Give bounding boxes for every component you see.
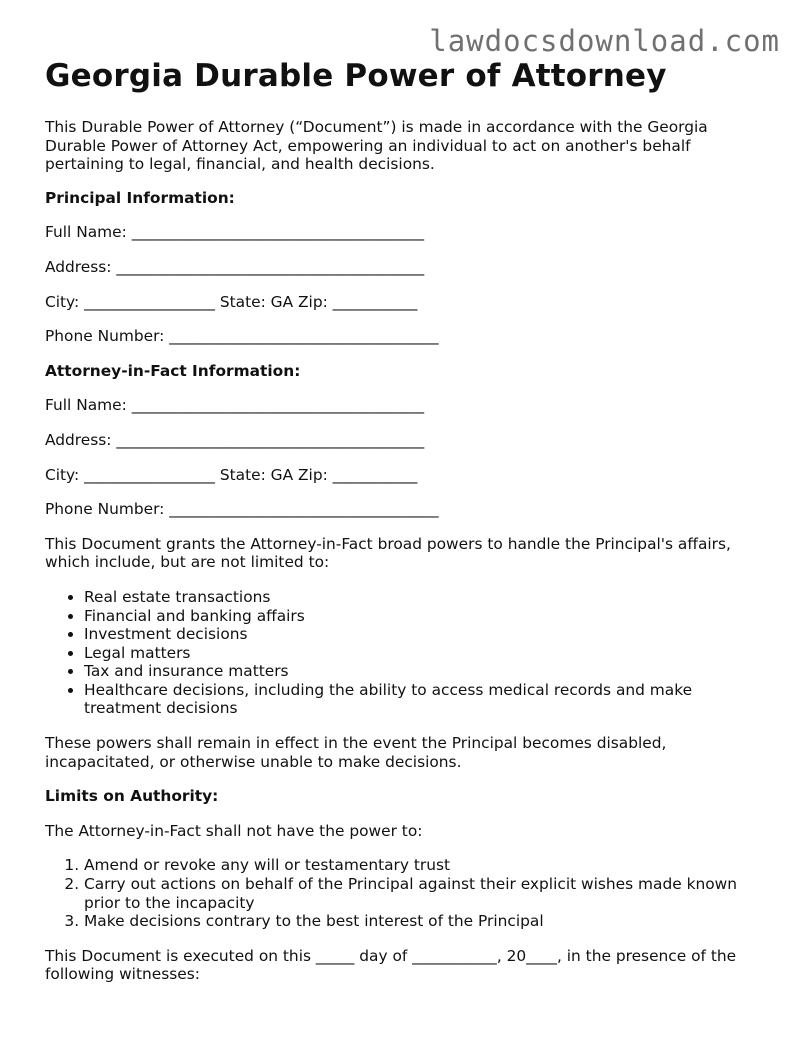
principal-address-field[interactable]: Address: ________________________________________: [45, 257, 425, 276]
attorney-city-state-zip-field[interactable]: City: _________________ State: GA Zip: ___________: [45, 465, 418, 484]
powers-list: [45, 588, 765, 718]
list-item: • Legal matters: [84, 644, 765, 663]
durability-paragraph: These powers shall remain in effect in the event the Principal becomes disabled, incapacitated, or otherwise unable to make decisions.: [45, 734, 667, 771]
attorney-heading: Attorney-in-Fact Information:: [45, 361, 301, 380]
list-item: • Healthcare decisions, including the ability to access medical records and make treatment decisions: [84, 681, 765, 718]
watermark-text: lawdocsdownload.com: [429, 24, 780, 58]
list-item: 2. Carry out actions on behalf of the Principal against their explicit wishes made known prior to the incapacity: [84, 875, 765, 912]
limits-list: [45, 856, 765, 930]
attorney-phone-field[interactable]: Phone Number: ___________________________________: [45, 500, 439, 519]
document-body: [45, 56, 765, 1000]
principal-phone-field[interactable]: Phone Number: ___________________________________: [45, 327, 439, 346]
list-item: • Tax and insurance matters: [84, 662, 765, 681]
principal-city-state-zip-field[interactable]: City: _________________ State: GA Zip: ___________: [45, 292, 418, 311]
attorney-address-field[interactable]: Address: ________________________________________: [45, 430, 425, 449]
list-item: • Real estate transactions: [84, 588, 765, 607]
powers-intro-paragraph: This Document grants the Attorney-in-Fact broad powers to handle the Principal's affairs, which include, but are not limited to:: [45, 534, 731, 572]
intro-paragraph: This Durable Power of Attorney (“Document”) is made in accordance with the Georgia Durable Power of Attorney Act, empowering an individual to act on another's behalf pertaining to legal, financial, and health decisions.: [45, 118, 708, 174]
attorney-full-name-field[interactable]: Full Name: ______________________________________: [45, 396, 425, 415]
list-item: • Investment decisions: [84, 625, 765, 644]
principal-full-name-field[interactable]: Full Name: ______________________________________: [45, 223, 425, 242]
list-item: • Financial and banking affairs: [84, 607, 765, 626]
execution-paragraph[interactable]: This Document is executed on this _____ day of ___________, 20____, in the presence of the following witnesses:: [45, 946, 737, 984]
limits-heading: Limits on Authority:: [45, 787, 219, 806]
principal-heading: Principal Information:: [45, 188, 235, 207]
limits-intro-paragraph: The Attorney-in-Fact shall not have the power to:: [45, 821, 423, 840]
document-title: Georgia Durable Power of Attorney: [45, 58, 667, 94]
list-item: 3. Make decisions contrary to the best interest of the Principal: [84, 912, 765, 931]
list-item: 1. Amend or revoke any will or testamentary trust: [84, 856, 765, 875]
